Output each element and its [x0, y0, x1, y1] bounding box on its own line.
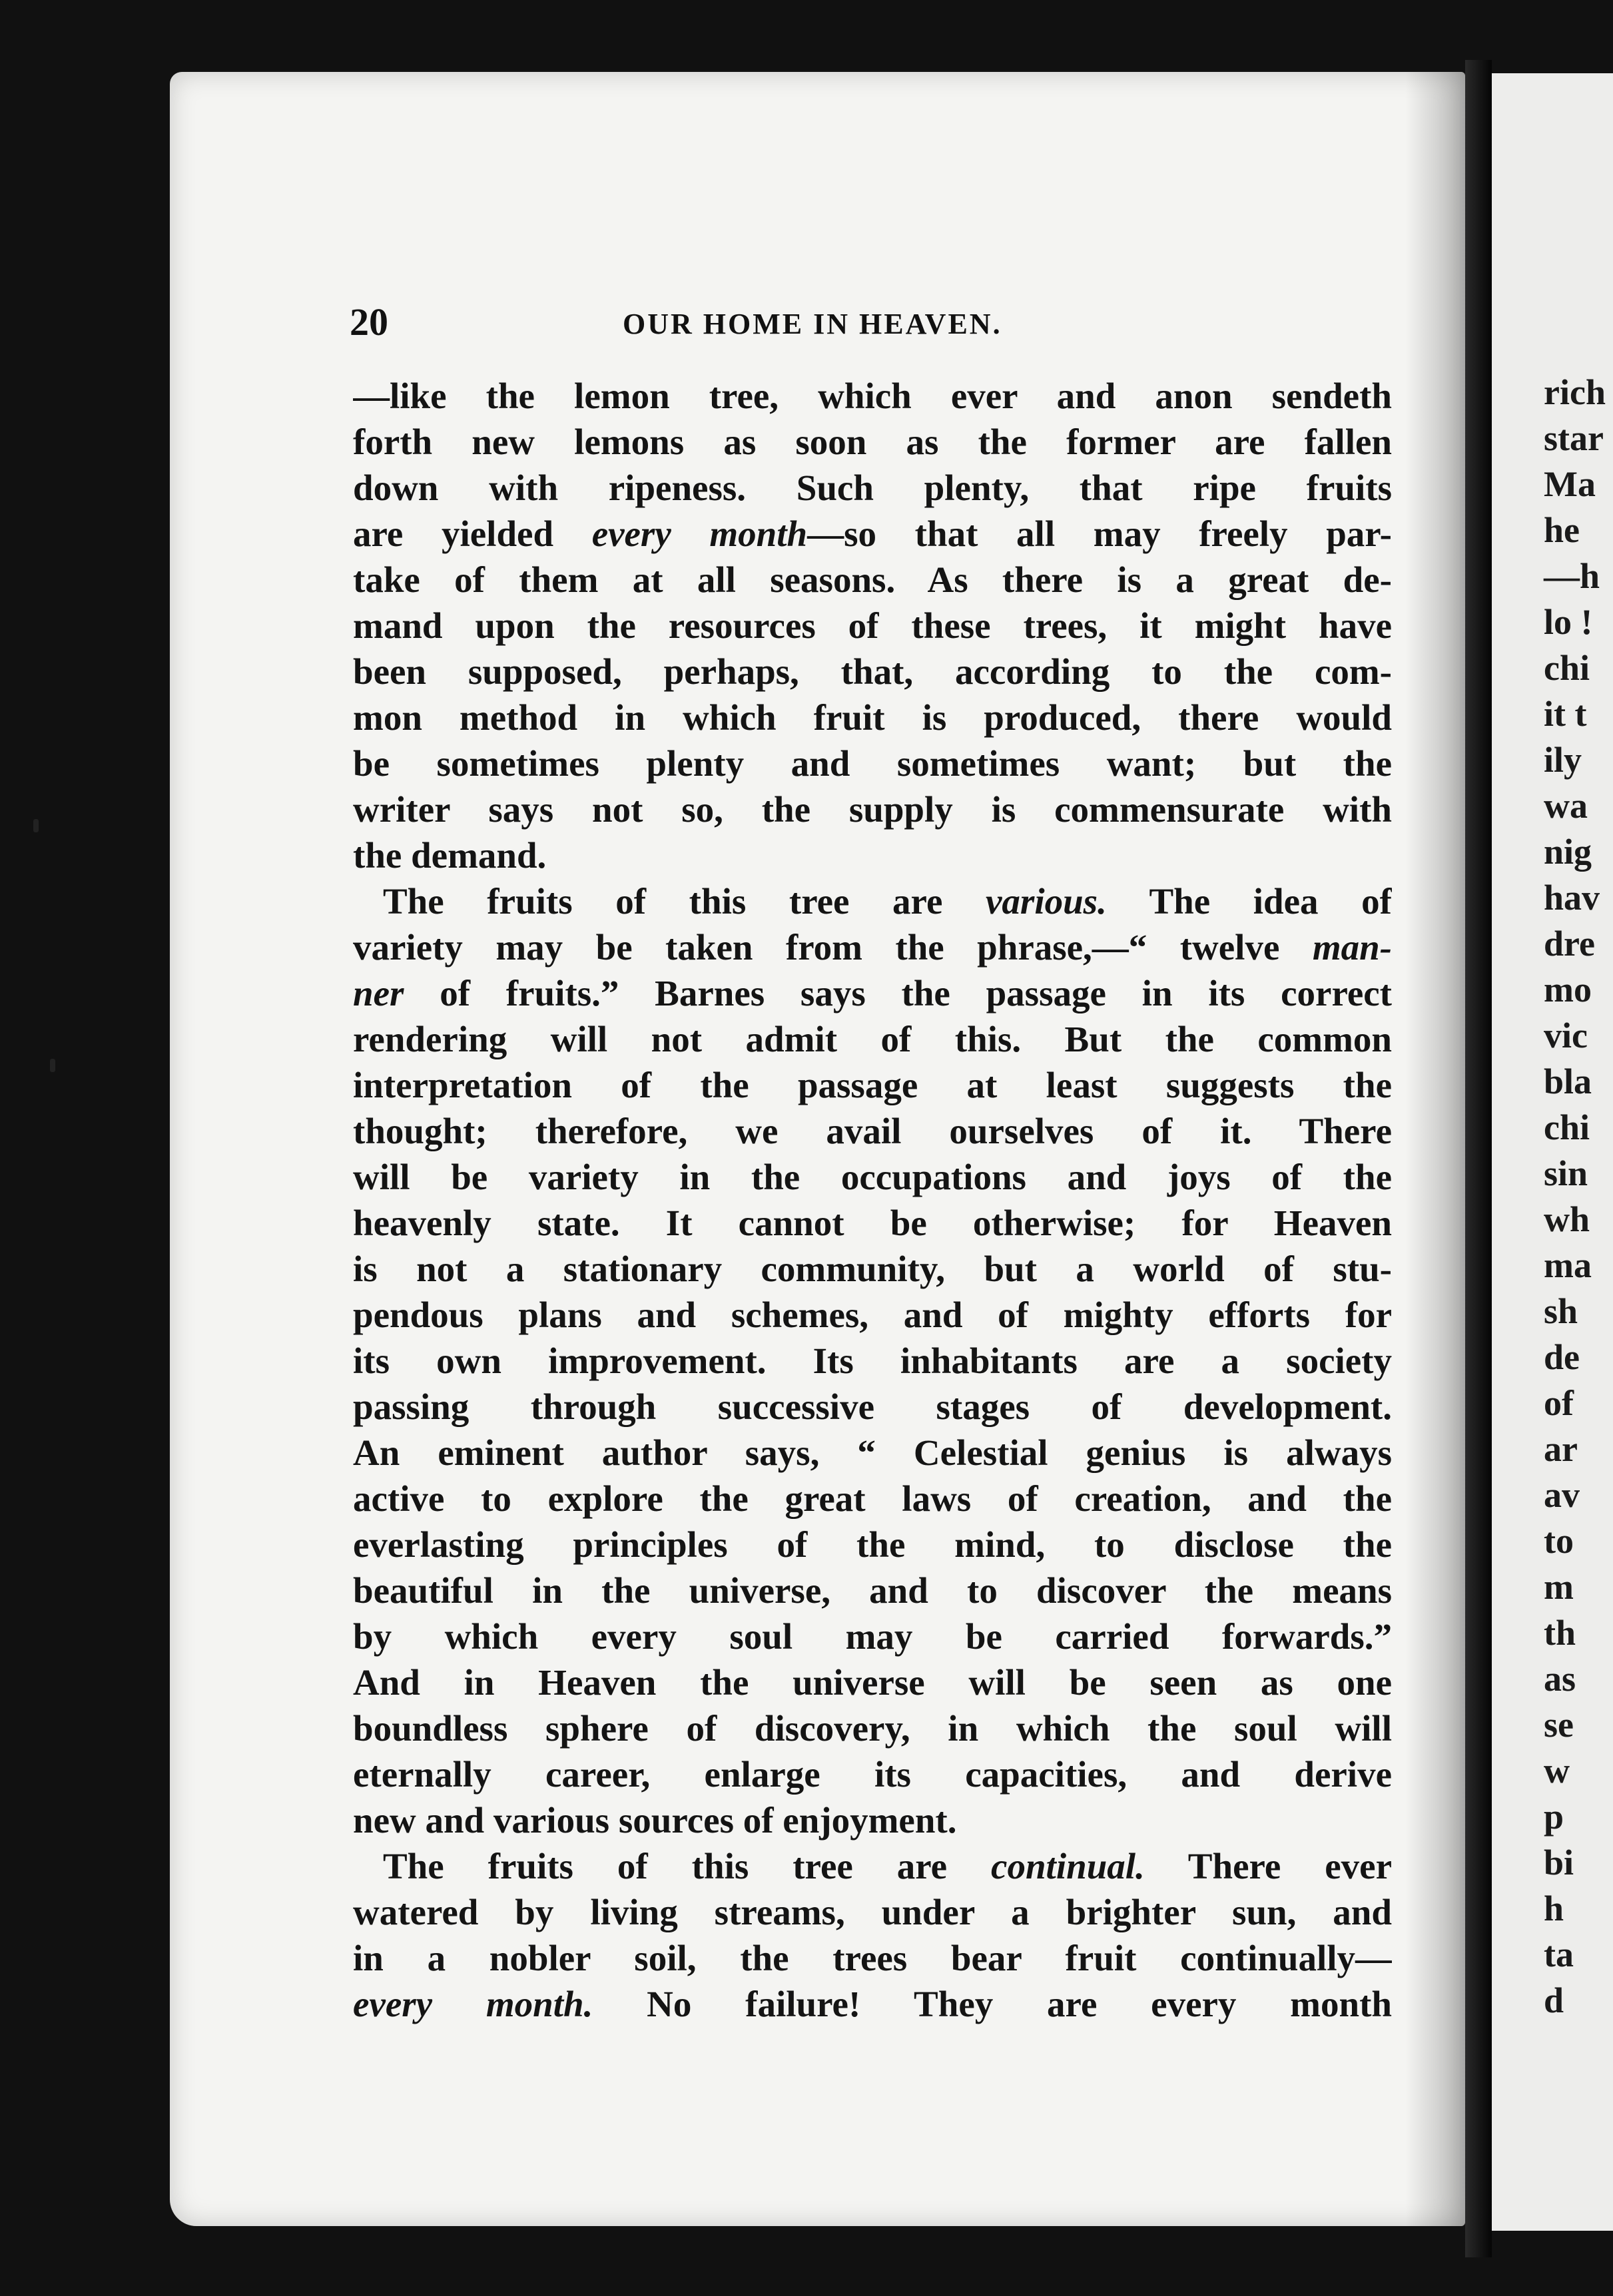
- text-line: been supposed, perhaps, that, according to the com-: [353, 651, 1392, 692]
- facing-page-fragment: wh: [1544, 1199, 1590, 1239]
- line-segment: are yielded: [353, 513, 592, 554]
- text-line: heavenly state. It cannot be otherwise; for Heaven: [353, 1203, 1392, 1243]
- text-line: by which every soul may be carried forwards.”: [353, 1616, 1392, 1657]
- italic-segment: every month: [591, 513, 808, 554]
- facing-page-fragment: d: [1544, 1980, 1564, 2020]
- facing-page-fragment: p: [1544, 1797, 1564, 1837]
- facing-page-fragment: lo !: [1544, 602, 1593, 642]
- italic-segment: various.: [986, 881, 1107, 922]
- italic-segment: ner: [353, 973, 404, 1013]
- book-title: OUR HOME IN HEAVEN.: [623, 308, 1002, 340]
- text-line: [353, 970, 1392, 1016]
- facing-page-fragment: mo: [1544, 970, 1592, 1009]
- text-line: beautiful in the universe, and to discover the means: [353, 1570, 1392, 1611]
- facing-page-fragment: th: [1544, 1613, 1576, 1653]
- text-line: writer says not so, the supply is commensurate with: [353, 789, 1392, 830]
- facing-page-fragment: ar: [1544, 1429, 1578, 1469]
- text-line: its own improvement. Its inhabitants are a society: [353, 1340, 1392, 1381]
- facing-page-fragment: he: [1544, 510, 1580, 550]
- text-line: take of them at all seasons. As there is a great de-: [353, 559, 1392, 600]
- line-segment: of fruits.” Barnes says the passage in its correct: [404, 973, 1392, 1013]
- text-line: thought; therefore, we avail ourselves of it. There: [353, 1111, 1392, 1151]
- facing-page-fragment: ma: [1544, 1245, 1592, 1285]
- facing-page-fragment: star: [1544, 418, 1604, 458]
- italic-segment: continual.: [991, 1846, 1145, 1886]
- facing-page-fragment: de: [1544, 1337, 1580, 1377]
- body-text: [353, 373, 1392, 2027]
- text-line: in a nobler soil, the trees bear fruit continually—: [353, 1938, 1392, 1978]
- text-line: mon method in which fruit is produced, there would: [353, 697, 1392, 738]
- facing-page-fragment: se: [1544, 1705, 1574, 1745]
- facing-page: [1492, 73, 1613, 2231]
- text-line: eternally career, enlarge its capacities, and derive: [353, 1754, 1392, 1795]
- text-line: new and various sources of enjoyment.: [353, 1800, 957, 1841]
- text-line: [353, 878, 1392, 924]
- facing-page-fragment: rich: [1544, 372, 1606, 412]
- facing-page-fragment: bi: [1544, 1843, 1574, 1882]
- facing-page-fragment: it t: [1544, 694, 1587, 734]
- line-segment: The fruits of this tree are: [383, 1846, 992, 1886]
- text-line: [353, 1981, 1392, 2027]
- italic-segment: man-: [1312, 927, 1392, 968]
- text-line: active to explore the great laws of creation, and the: [353, 1478, 1392, 1519]
- text-line: [353, 1843, 1392, 1889]
- book-gutter: [1465, 60, 1492, 2257]
- text-line: [353, 924, 1392, 970]
- text-line: mand upon the resources of these trees, it might have: [353, 605, 1392, 646]
- text-line: [353, 511, 1392, 557]
- line-segment: No failure! They are every month: [593, 1984, 1392, 2024]
- facing-page-fragment: bla: [1544, 1061, 1592, 1101]
- italic-segment: every month.: [353, 1984, 593, 2024]
- facing-page-fragment: ta: [1544, 1934, 1574, 1974]
- facing-page-fragment: as: [1544, 1659, 1576, 1699]
- text-line: will be variety in the occupations and joys of the: [353, 1157, 1392, 1197]
- text-line: is not a stationary community, but a world of stu-: [353, 1249, 1392, 1289]
- text-line: down with ripeness. Such plenty, that ripe fruits: [353, 467, 1392, 508]
- text-line: the demand.: [353, 835, 547, 876]
- facing-page-fragment: to: [1544, 1521, 1574, 1561]
- facing-page-fragment: sh: [1544, 1291, 1578, 1331]
- facing-page-fragment: sin: [1544, 1153, 1588, 1193]
- text-line: —like the lemon tree, which ever and anon sendeth: [353, 376, 1392, 416]
- text-line: An eminent author says, “ Celestial genius is always: [353, 1432, 1392, 1473]
- text-line: pendous plans and schemes, and of mighty efforts for: [353, 1294, 1392, 1335]
- facing-page-fragment: ily: [1544, 740, 1582, 780]
- facing-page-fragment: hav: [1544, 878, 1600, 918]
- facing-page-fragment: dre: [1544, 924, 1595, 964]
- text-line: everlasting principles of the mind, to disclose the: [353, 1524, 1392, 1565]
- facing-page-fragment: Ma: [1544, 464, 1596, 504]
- text-line: boundless sphere of discovery, in which the soul will: [353, 1708, 1392, 1749]
- text-line: rendering will not admit of this. But the common: [353, 1019, 1392, 1059]
- page-number: 20: [350, 300, 388, 344]
- scan-speck: [50, 1059, 55, 1072]
- text-line: be sometimes plenty and sometimes want; but the: [353, 743, 1392, 784]
- facing-page-fragment: wa: [1544, 786, 1588, 826]
- facing-page-fragment: chi: [1544, 648, 1590, 688]
- text-line: watered by living streams, under a brighter sun, and: [353, 1892, 1392, 1932]
- line-segment: There ever: [1144, 1846, 1392, 1886]
- line-segment: The idea of: [1106, 881, 1392, 922]
- text-line: And in Heaven the universe will be seen as one: [353, 1662, 1392, 1703]
- facing-page-fragment: w: [1544, 1751, 1570, 1791]
- facing-page-fragment: vic: [1544, 1015, 1588, 1055]
- text-line: passing through successive stages of development.: [353, 1386, 1392, 1427]
- facing-page-fragment: av: [1544, 1475, 1580, 1515]
- facing-page-fragment: nig: [1544, 832, 1592, 872]
- facing-page-fragment: m: [1544, 1567, 1574, 1607]
- page-edge-shadow: [1405, 72, 1465, 2226]
- line-segment: The fruits of this tree are: [383, 881, 986, 922]
- text-line: interpretation of the passage at least suggests the: [353, 1065, 1392, 1105]
- line-segment: variety may be taken from the phrase,—“ twelve: [353, 927, 1313, 968]
- running-head: [350, 300, 1375, 350]
- scan-speck: [33, 819, 39, 832]
- facing-page-fragment: of: [1544, 1383, 1574, 1423]
- facing-page-fragment: —h: [1544, 556, 1600, 596]
- facing-page-fragment: h: [1544, 1888, 1564, 1928]
- line-segment: —so that all may freely par-: [807, 513, 1392, 554]
- facing-page-fragment: chi: [1544, 1107, 1590, 1147]
- text-line: forth new lemons as soon as the former are fallen: [353, 422, 1392, 462]
